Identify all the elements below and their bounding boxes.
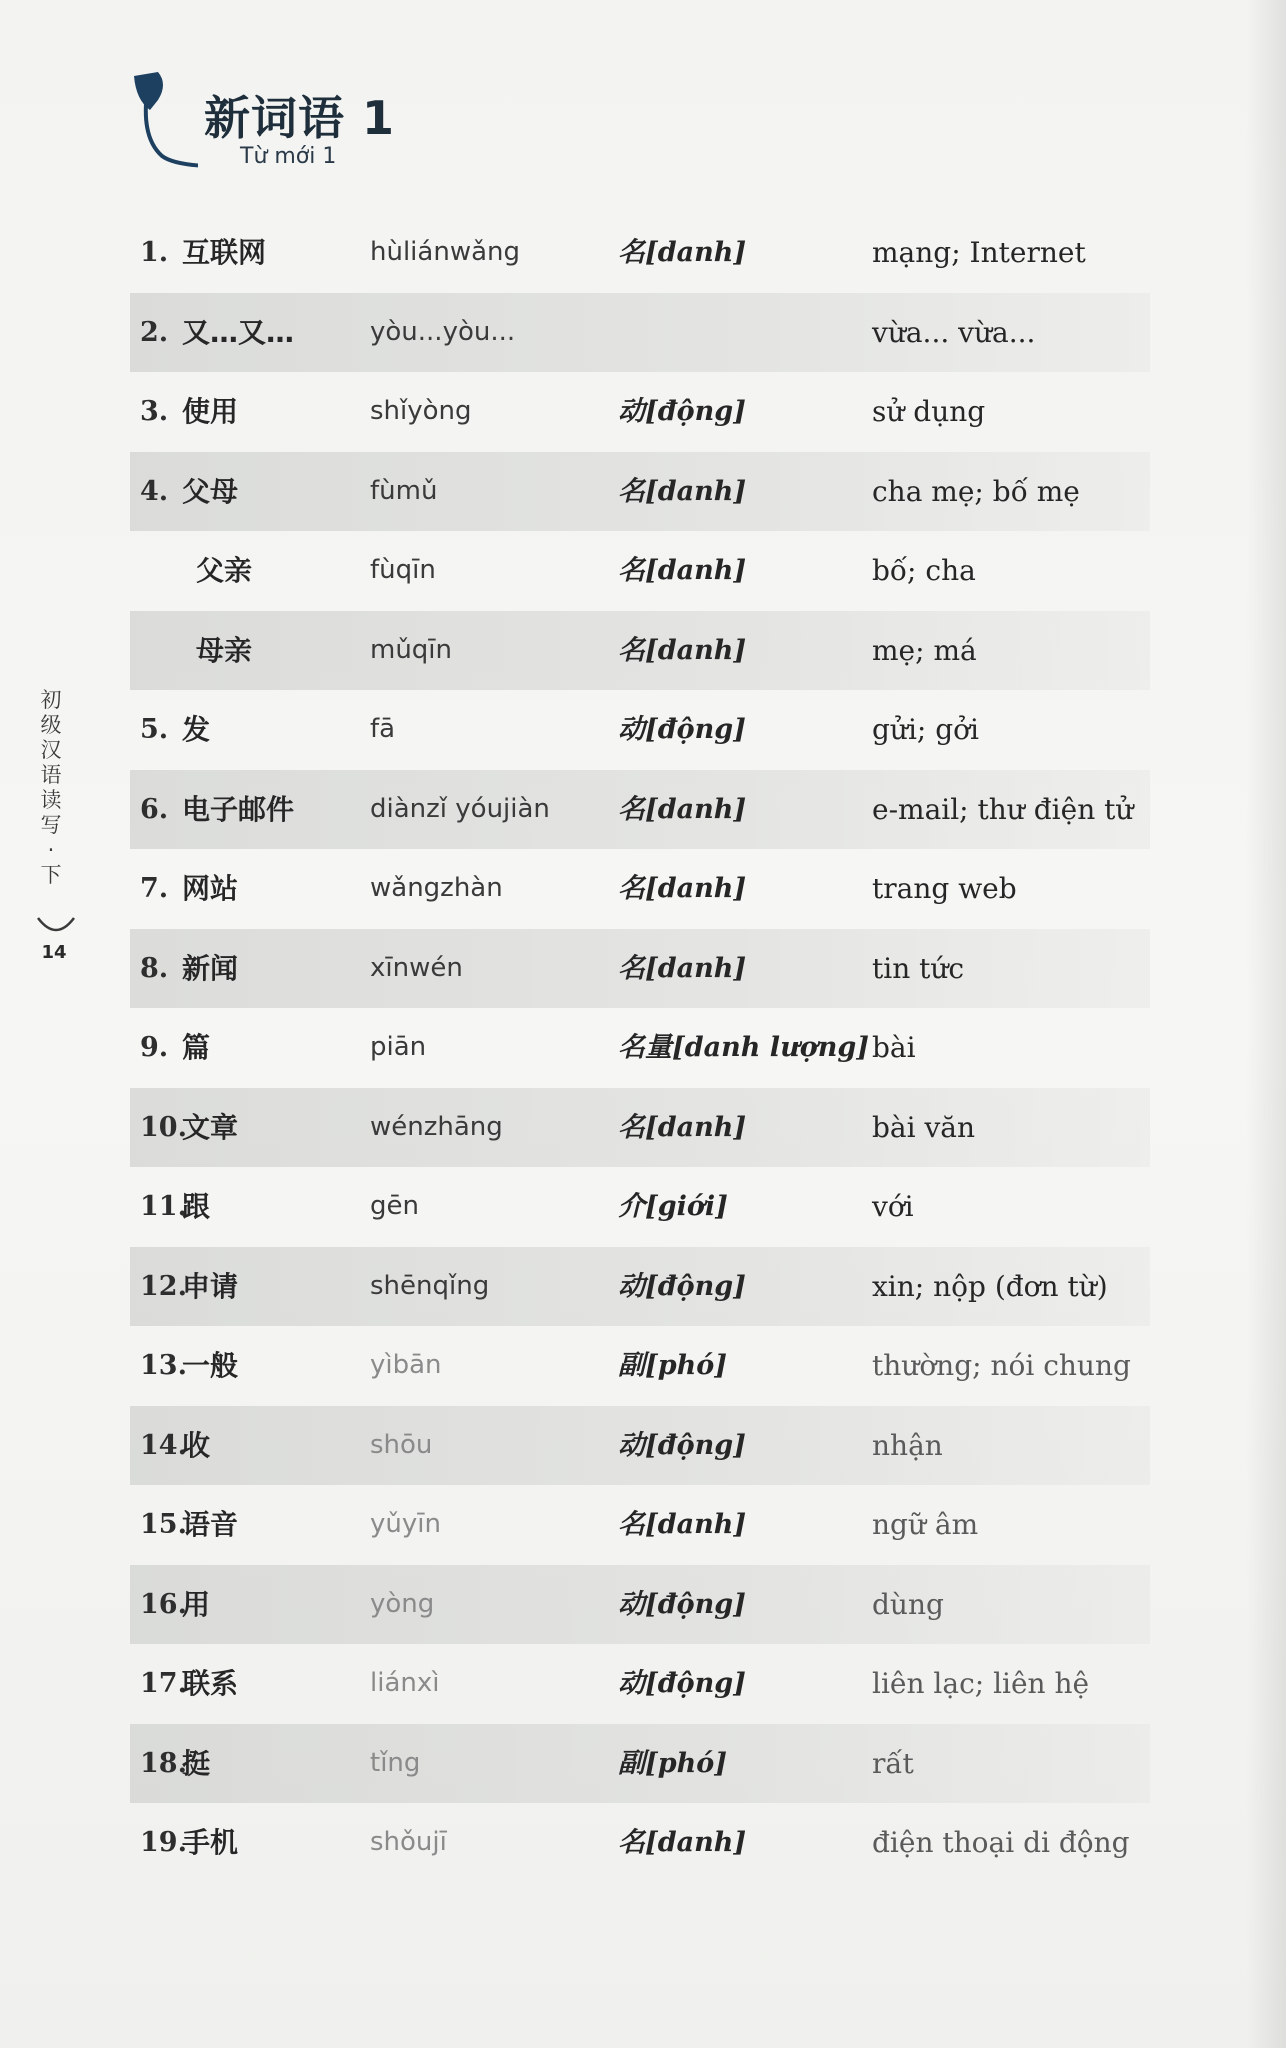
vocab-number: 18. — [140, 1747, 187, 1779]
vocab-word: 跟 — [182, 1190, 211, 1223]
vocab-pinyin: piān — [370, 1032, 427, 1062]
vocab-meaning: bài văn — [872, 1110, 976, 1144]
vocab-word: 一般 — [182, 1349, 239, 1382]
vocab-pinyin: gēn — [370, 1191, 419, 1221]
vocab-word: 用 — [182, 1587, 211, 1621]
vocab-number: 19. — [140, 1827, 187, 1858]
vocab-pinyin: shōu — [370, 1429, 433, 1460]
vocab-number: 11. — [140, 1191, 187, 1222]
vocab-number: 16. — [140, 1588, 187, 1620]
book-title: 初级汉语读写·下 — [40, 688, 62, 887]
vocab-pinyin: xīnwén — [370, 952, 463, 983]
vocab-part-of-speech: 动[động] — [618, 714, 746, 745]
vocab-word: 母亲 — [196, 633, 253, 667]
section-title: 新词语 1 — [204, 91, 396, 145]
vocab-row — [130, 929, 1150, 1009]
vocab-part-of-speech: 名[danh] — [618, 237, 747, 268]
vocab-row — [130, 1406, 1150, 1486]
vocab-word: 文章 — [182, 1110, 239, 1144]
vocab-meaning: sử dụng — [872, 395, 986, 428]
vocab-row — [130, 1088, 1150, 1168]
vocab-meaning: gửi; gởi — [872, 713, 979, 746]
vocab-number: 1. — [140, 237, 169, 268]
vocab-meaning: vừa... vừa... — [872, 315, 1036, 349]
vocab-part-of-speech: 名[danh] — [618, 952, 747, 984]
vocab-part-of-speech: 介[giới] — [618, 1191, 728, 1222]
vocab-meaning: trang web — [872, 872, 1017, 905]
vocab-pinyin: yòu...yòu... — [370, 316, 516, 347]
vocab-word: 语音 — [182, 1508, 239, 1541]
vocab-meaning: tin tức — [872, 951, 965, 985]
vocab-word: 父母 — [182, 474, 239, 508]
vocab-row — [130, 531, 1150, 611]
vocab-pinyin: liánxì — [370, 1668, 440, 1698]
vocab-part-of-speech: 名量[danh lượng] — [618, 1032, 869, 1063]
vocab-part-of-speech: 副[phó] — [618, 1350, 728, 1381]
vocab-part-of-speech: 动[động] — [618, 1668, 746, 1699]
vocab-pinyin: fā — [370, 714, 396, 744]
vocab-part-of-speech: 名[danh] — [618, 1509, 747, 1540]
vocab-meaning: cha mẹ; bố mẹ — [872, 474, 1080, 508]
vocab-number: 14. — [140, 1429, 187, 1461]
vocab-word: 互联网 — [182, 236, 267, 269]
vocab-part-of-speech: 名[danh] — [618, 793, 747, 825]
vocab-word: 新闻 — [182, 951, 239, 985]
leaf-bookmark-icon — [128, 70, 198, 180]
vocab-word: 发 — [182, 713, 211, 746]
vocab-pinyin: wǎngzhàn — [370, 873, 503, 903]
vocab-meaning: điện thoại di động — [872, 1826, 1130, 1859]
vocab-part-of-speech: 动[động] — [618, 1588, 746, 1620]
vocab-number: 4. — [140, 475, 169, 507]
page-edge-shadow — [1246, 0, 1286, 2048]
vocab-word: 挺 — [182, 1746, 211, 1780]
vocab-part-of-speech: 动[động] — [618, 396, 746, 427]
vocab-part-of-speech: 名[danh] — [618, 555, 747, 586]
vocab-word: 收 — [182, 1428, 211, 1462]
vocabulary-list — [130, 213, 1150, 1883]
vocab-row — [130, 1247, 1150, 1327]
vocab-word: 父亲 — [196, 554, 253, 587]
vocab-meaning: dùng — [872, 1587, 944, 1621]
vocab-part-of-speech: 动[động] — [618, 1270, 746, 1302]
vocab-part-of-speech: 名[danh] — [618, 873, 747, 904]
vocab-word: 又…又… — [182, 315, 295, 349]
page-number: 14 — [41, 942, 67, 963]
vocab-pinyin: yòng — [370, 1588, 435, 1619]
vocab-number: 6. — [140, 793, 169, 825]
vocab-row — [130, 1803, 1150, 1883]
vocab-row — [130, 1167, 1150, 1247]
vocab-part-of-speech: 名[danh] — [618, 634, 747, 666]
vocab-row — [130, 1008, 1150, 1088]
vocab-row — [130, 452, 1150, 532]
vocab-number: 8. — [140, 952, 169, 984]
vocab-pinyin: yìbān — [370, 1350, 442, 1380]
vocab-row — [130, 690, 1150, 770]
vocab-pinyin: yǔyīn — [370, 1509, 441, 1539]
vocab-number: 15. — [140, 1509, 187, 1540]
vocab-meaning: liên lạc; liên hệ — [872, 1667, 1090, 1700]
vocab-number: 13. — [140, 1350, 187, 1381]
vocab-row — [130, 770, 1150, 850]
vocab-meaning: bố; cha — [872, 554, 976, 587]
vocab-part-of-speech: 名[danh] — [618, 475, 747, 507]
vocab-part-of-speech: 名[danh] — [618, 1111, 747, 1143]
vocab-meaning: mẹ; má — [872, 633, 977, 667]
vocab-row — [130, 1644, 1150, 1724]
vocab-number: 17. — [140, 1668, 187, 1699]
vocab-row — [130, 1485, 1150, 1565]
vocab-row — [130, 611, 1150, 691]
vocab-meaning: rất — [872, 1746, 914, 1780]
vocab-number: 10. — [140, 1111, 187, 1143]
vocab-pinyin: shǒujī — [370, 1827, 447, 1857]
page-bracket-icon — [34, 916, 78, 942]
vocab-number: 3. — [140, 396, 169, 427]
vocab-meaning: với — [872, 1190, 914, 1223]
vocab-word: 手机 — [182, 1826, 239, 1859]
vocab-part-of-speech: 动[động] — [618, 1429, 746, 1461]
vocab-word: 电子邮件 — [182, 792, 295, 826]
vocab-row — [130, 213, 1150, 293]
vocab-number: 12. — [140, 1270, 187, 1302]
vocab-pinyin: shǐyòng — [370, 396, 472, 426]
section-header — [128, 70, 488, 180]
vocab-word: 网站 — [182, 872, 239, 905]
vocab-row — [130, 372, 1150, 452]
vocab-meaning: bài — [872, 1031, 916, 1064]
vocab-pinyin: shēnqǐng — [370, 1270, 490, 1301]
vocab-number: 5. — [140, 714, 169, 745]
vocab-meaning: mạng; Internet — [872, 236, 1086, 269]
vocab-row — [130, 1724, 1150, 1804]
vocab-word: 篇 — [182, 1031, 211, 1064]
vocab-pinyin: fùqīn — [370, 555, 436, 585]
vocab-word: 使用 — [182, 395, 239, 428]
vocab-meaning: ngữ âm — [872, 1508, 979, 1541]
vocab-row — [130, 849, 1150, 929]
vocab-pinyin: tǐng — [370, 1747, 421, 1778]
vocab-pinyin: hùliánwǎng — [370, 237, 520, 267]
vocab-number: 7. — [140, 873, 169, 904]
vocab-row — [130, 1565, 1150, 1645]
vocab-pinyin: fùmǔ — [370, 475, 438, 506]
vocab-number: 9. — [140, 1032, 169, 1063]
vocab-part-of-speech: 副[phó] — [618, 1747, 728, 1779]
vocab-pinyin: wénzhāng — [370, 1111, 503, 1142]
vocab-row — [130, 293, 1150, 373]
vocab-pinyin: diànzǐ yóujiàn — [370, 793, 550, 824]
vocab-row — [130, 1326, 1150, 1406]
running-head — [34, 688, 74, 1008]
vocab-meaning: e-mail; thư điện tử — [872, 792, 1134, 826]
vocab-number: 2. — [140, 316, 169, 348]
vocab-meaning: nhận — [872, 1428, 943, 1462]
vocab-word: 申请 — [182, 1269, 239, 1303]
section-subtitle: Từ mới 1 — [240, 144, 337, 169]
vocab-meaning: xin; nộp (đơn từ) — [872, 1269, 1108, 1303]
vocab-meaning: thường; nói chung — [872, 1349, 1131, 1382]
vocab-part-of-speech: 名[danh] — [618, 1827, 747, 1858]
vocab-pinyin: mǔqīn — [370, 634, 453, 665]
vocab-word: 联系 — [182, 1667, 239, 1700]
